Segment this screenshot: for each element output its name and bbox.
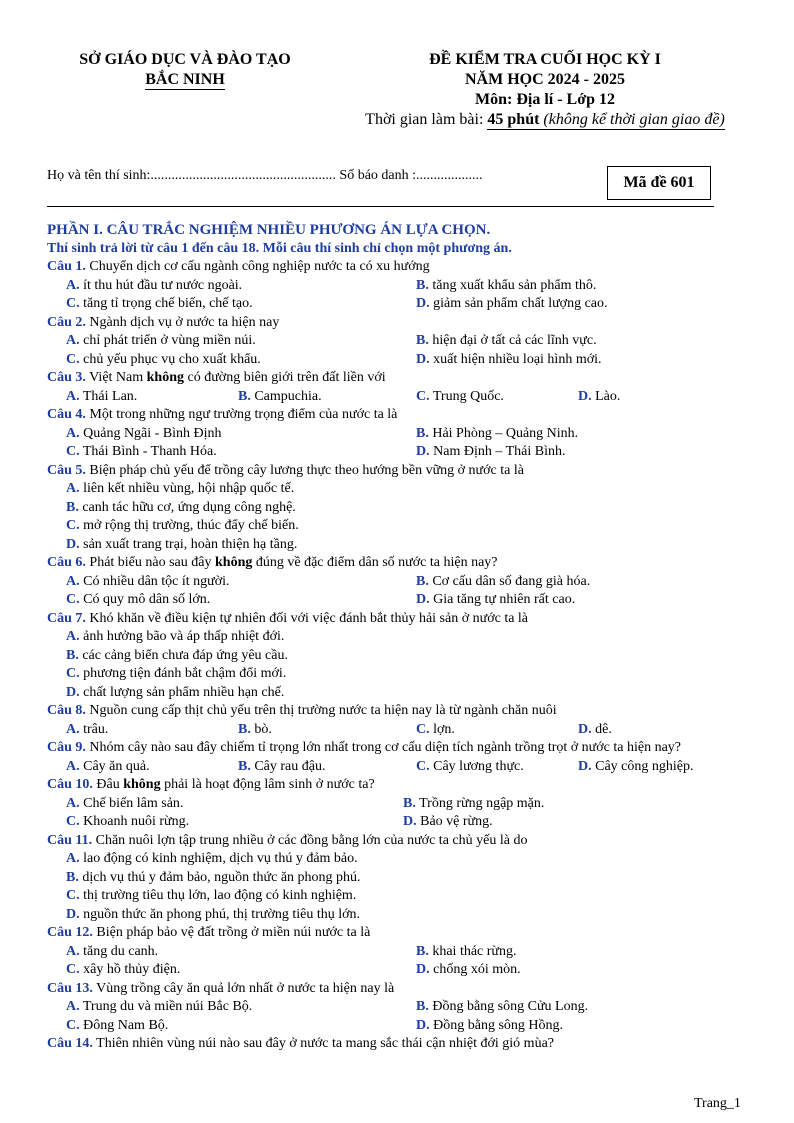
option-text: dịch vụ thú y đảm bảo, nguồn thức ăn phong phú.: [82, 869, 361, 885]
candidate-info-line: Họ và tên thí sinh:..................................................... Số báo danh :...................: [47, 168, 483, 183]
option-row: [47, 591, 757, 610]
option-letter: B.: [403, 795, 416, 811]
option-text: Chế biến lâm sản.: [83, 795, 184, 811]
question-stem: [47, 406, 757, 425]
exam-title: ĐỀ KIỂM TRA CUỐI HỌC KỲ I: [429, 51, 661, 68]
option-letter: D.: [416, 296, 430, 311]
question-text: Biện pháp chủ yếu để trồng cây lương thực theo hướng bền vững ở nước ta là: [85, 462, 524, 478]
question-text: Thiên nhiên vùng núi nào sau đây ở nước ta mang sắc thái cận nhiệt đới gió mùa?: [92, 1036, 554, 1051]
option-text: thị trường tiêu thụ lớn, lao động có kinh nghiệm.: [83, 888, 357, 903]
answer-option: [397, 573, 757, 592]
option-letter: C.: [66, 444, 80, 459]
question: [47, 314, 757, 370]
question-stem: [47, 702, 757, 721]
option-text: các cảng biển chưa đáp ứng yêu cầu.: [82, 647, 288, 663]
question: [47, 1035, 757, 1054]
option-letter: B.: [238, 721, 251, 737]
option-row: [47, 813, 757, 832]
option-letter: A.: [66, 481, 80, 496]
option-letter: C.: [66, 592, 80, 607]
option-text: Cơ cấu dân số đang già hóa.: [432, 573, 591, 589]
duration-note: (không kể thời gian giao đề): [539, 111, 725, 128]
department-name: SỞ GIÁO DỤC VÀ ĐÀO TẠO: [79, 51, 291, 68]
question-text: Việt Nam: [85, 370, 147, 385]
option-letter: B.: [416, 425, 429, 441]
option-text: Trung du và miền núi Bắc Bộ.: [82, 999, 253, 1014]
option-text: Cây lương thực.: [433, 758, 524, 774]
option-row: [47, 961, 757, 980]
question-stem: [47, 554, 757, 573]
option-text: Đồng bằng sông Cửu Long.: [432, 999, 589, 1014]
answer-option: [47, 295, 397, 314]
exam-duration: [340, 110, 750, 130]
school-year: NĂM HỌC 2024 - 2025: [465, 71, 625, 88]
option-text: hiện đại ở tất cả các lĩnh vực.: [432, 333, 597, 348]
question: [47, 980, 757, 1036]
answer-option: [397, 998, 757, 1017]
question-emphasis: không: [123, 777, 161, 792]
option-text: Thái Lan.: [82, 388, 138, 404]
answer-option: [397, 277, 757, 296]
answer-option: [47, 1017, 397, 1036]
option-row: [47, 332, 757, 351]
option-letter: A.: [66, 851, 80, 866]
option-text: ảnh hưởng bão và áp thấp nhiệt đới.: [83, 629, 285, 644]
option-text: dê.: [595, 721, 612, 737]
department-header: [40, 50, 330, 90]
option-text: tăng tỉ trọng chế biến, chế tạo.: [83, 296, 253, 311]
option-text: chỉ phát triển ở vùng miền núi.: [83, 333, 256, 348]
header-divider: [47, 206, 714, 207]
option-text: ít thu hút đầu tư nước ngoài.: [83, 277, 243, 293]
option-letter: C.: [66, 296, 80, 311]
question-text: Biện pháp bảo vệ đất trồng ở miền núi nước ta là: [92, 925, 371, 940]
option-row: [47, 295, 757, 314]
option-letter: A.: [66, 721, 80, 737]
option-text: xuất hiện nhiều loại hình mới.: [433, 351, 602, 367]
option-row: [47, 721, 757, 740]
option-letter: B.: [66, 499, 79, 515]
answer-option: [47, 388, 219, 407]
question-text: Nguồn cung cấp thịt chủ yếu trên thị trường nước ta hiện nay là từ ngành chăn nuôi: [85, 703, 557, 718]
question-text: Vùng trồng cây ăn quả lớn nhất ở nước ta hiện nay là: [92, 980, 395, 996]
question-number: Câu 11.: [47, 832, 93, 848]
option-letter: A.: [66, 943, 80, 959]
option-text: Campuchia.: [254, 388, 322, 404]
question: [47, 554, 757, 610]
section-instruction: Thí sinh trả lời từ câu 1 đến câu 18. Mỗi câu thí sinh chỉ chọn một phương án.: [47, 240, 512, 256]
option-row: [47, 1017, 757, 1036]
answer-option: [47, 943, 397, 962]
answer-option: [47, 813, 384, 832]
option-text: Cây ăn quả.: [83, 758, 150, 774]
option-letter: A.: [66, 388, 80, 404]
answer-option: [47, 591, 397, 610]
answer-option: [47, 850, 757, 869]
question-number: Câu 9.: [47, 740, 86, 755]
option-letter: B.: [66, 647, 79, 663]
option-row: [47, 443, 757, 462]
answer-option: [47, 536, 757, 555]
answer-option: [559, 388, 731, 407]
option-text: xây hồ thủy điện.: [83, 962, 181, 977]
answer-option: [397, 758, 559, 777]
question: [47, 832, 757, 925]
option-letter: A.: [66, 795, 80, 811]
answer-option: [47, 665, 757, 684]
option-letter: B.: [416, 333, 429, 348]
exam-header: [340, 50, 750, 130]
question: [47, 369, 757, 406]
option-text: Đồng bằng sông Hồng.: [433, 1017, 564, 1033]
option-letter: D.: [416, 351, 430, 367]
question-stem: [47, 314, 757, 333]
question-number: Câu 7.: [47, 610, 86, 626]
option-text: Cây rau đậu.: [254, 758, 326, 774]
question: [47, 739, 757, 776]
page-number: Trang_1: [694, 1096, 741, 1111]
question-number: Câu 3.: [47, 370, 86, 385]
duration-value: 45 phút: [487, 111, 540, 128]
option-letter: C.: [66, 962, 80, 977]
question-stem: [47, 980, 757, 999]
answer-option: [47, 758, 219, 777]
option-row: [47, 998, 757, 1017]
option-text: lao động có kinh nghiệm, dịch vụ thú y đảm bảo.: [83, 851, 358, 866]
question-text: phải là hoạt động lâm sinh ở nước ta?: [160, 777, 375, 792]
question-text: Một trong những ngư trường trọng điểm của nước ta là: [85, 407, 398, 422]
question-list: [47, 258, 757, 1054]
answer-option: [47, 443, 397, 462]
option-text: chống xói mòn.: [433, 962, 521, 977]
option-letter: D.: [66, 536, 80, 552]
question-stem: [47, 739, 757, 758]
option-letter: B.: [416, 573, 429, 589]
option-text: phương tiện đánh bắt chậm đổi mới.: [83, 666, 287, 681]
option-letter: A.: [66, 573, 80, 589]
answer-option: [397, 943, 757, 962]
question-text: Chuyển dịch cơ cấu ngành công nghiệp nước ta có xu hướng: [85, 259, 430, 274]
option-text: Trung Quốc.: [432, 388, 504, 404]
answer-option: [47, 869, 757, 888]
province-name: BẮC NINH: [145, 71, 225, 88]
option-text: giảm sản phẩm chất lượng cao.: [433, 296, 608, 311]
answer-option: [47, 425, 397, 444]
option-letter: D.: [66, 684, 80, 700]
option-letter: B.: [66, 869, 79, 885]
option-row: [47, 943, 757, 962]
option-letter: C.: [66, 814, 80, 829]
question-stem: [47, 832, 757, 851]
answer-option: [397, 591, 757, 610]
duration-label: Thời gian làm bài:: [365, 111, 488, 128]
answer-option: [219, 388, 397, 407]
answer-option: [47, 887, 757, 906]
option-text: Có nhiều dân tộc ít người.: [83, 573, 230, 589]
question-text: Phát biểu nào sau đây: [85, 555, 215, 570]
option-letter: C.: [416, 721, 430, 737]
option-text: Cây công nghiệp.: [595, 758, 694, 774]
option-row: [47, 795, 757, 814]
answer-option: [47, 721, 219, 740]
answer-option: [384, 813, 744, 832]
answer-option: [397, 295, 757, 314]
section-title: PHẦN I. CÂU TRẮC NGHIỆM NHIỀU PHƯƠNG ÁN LỰA CHỌN.: [47, 222, 491, 238]
answer-option: [219, 758, 397, 777]
option-text: Hải Phòng – Quảng Ninh.: [432, 425, 579, 441]
question-stem: [47, 462, 757, 481]
option-row: [47, 388, 757, 407]
option-letter: D.: [578, 721, 592, 737]
option-letter: C.: [66, 351, 80, 367]
option-letter: D.: [403, 814, 417, 829]
subject: Môn: Địa lí - Lớp 12: [475, 91, 615, 108]
option-text: chủ yếu phục vụ cho xuất khẩu.: [83, 351, 261, 367]
option-text: Nam Định – Thái Bình.: [433, 444, 566, 459]
question: [47, 776, 757, 832]
question-text: Chăn nuôi lợn tập trung nhiều ở các đồng bằng lớn của nước ta chủ yếu là do: [92, 832, 528, 848]
answer-option: [47, 961, 397, 980]
option-text: Lào.: [595, 388, 621, 404]
option-text: khai thác rừng.: [432, 943, 517, 959]
exam-content: [47, 221, 757, 1054]
answer-option: [47, 647, 757, 666]
answer-option: [559, 721, 731, 740]
option-letter: B.: [238, 388, 251, 404]
question-text: đúng về đặc điểm dân số nước ta hiện nay?: [252, 555, 498, 570]
answer-option: [397, 388, 559, 407]
answer-option: [47, 480, 757, 499]
question-text: Đâu: [92, 777, 124, 792]
answer-option: [397, 425, 757, 444]
option-letter: D.: [66, 906, 80, 922]
question-stem: [47, 258, 757, 277]
option-row: [47, 351, 757, 370]
option-letter: C.: [66, 666, 80, 681]
answer-option: [397, 961, 757, 980]
question-stem: [47, 369, 757, 388]
answer-option: [47, 351, 397, 370]
option-text: chất lượng sản phẩm nhiều hạn chế.: [83, 684, 285, 700]
question-number: Câu 8.: [47, 703, 86, 718]
question-text: Nhóm cây nào sau đây chiếm tỉ trọng lớn nhất trong cơ cấu diện tích ngành trồng trọt ở nước ta hiện nay?: [85, 740, 682, 755]
option-text: bò.: [254, 721, 272, 737]
question: [47, 258, 757, 314]
option-text: Khoanh nuôi rừng.: [83, 814, 190, 829]
answer-option: [47, 684, 757, 703]
option-text: canh tác hữu cơ, ứng dụng công nghệ.: [82, 499, 296, 515]
option-text: Bảo vệ rừng.: [420, 814, 493, 829]
option-letter: D.: [416, 444, 430, 459]
option-row: [47, 573, 757, 592]
answer-option: [47, 998, 397, 1017]
option-text: sản xuất trang trại, hoàn thiện hạ tầng.: [83, 536, 298, 552]
option-letter: D.: [416, 1017, 430, 1033]
question-stem: [47, 924, 757, 943]
question: [47, 924, 757, 980]
option-text: tăng du canh.: [83, 943, 159, 959]
option-letter: A.: [66, 333, 80, 348]
question-stem: [47, 1035, 757, 1054]
question-stem: [47, 610, 757, 629]
answer-option: [47, 795, 384, 814]
answer-option: [47, 573, 397, 592]
question-number: Câu 2.: [47, 314, 86, 330]
option-letter: C.: [66, 1017, 80, 1033]
option-letter: B.: [238, 758, 251, 774]
question: [47, 462, 757, 555]
option-row: [47, 758, 757, 777]
option-letter: D.: [578, 758, 592, 774]
answer-option: [397, 443, 757, 462]
question-number: Câu 5.: [47, 462, 86, 478]
option-letter: B.: [416, 943, 429, 959]
question: [47, 702, 757, 739]
question-text: Ngành dịch vụ ở nước ta hiện nay: [85, 314, 280, 330]
answer-option: [559, 758, 731, 777]
option-row: [47, 277, 757, 296]
question: [47, 406, 757, 462]
option-text: Quảng Ngãi - Bình Định: [83, 425, 222, 441]
option-letter: C.: [66, 888, 80, 903]
option-letter: C.: [66, 518, 80, 533]
option-letter: C.: [416, 758, 430, 774]
question-text: có đường biên giới trên đất liền với: [184, 370, 386, 385]
question-number: Câu 12.: [47, 925, 93, 940]
option-letter: A.: [66, 425, 80, 441]
option-letter: B.: [416, 277, 429, 293]
option-text: Có quy mô dân số lớn.: [83, 592, 211, 607]
question-text: Khó khăn về điều kiện tự nhiên đối với việc đánh bắt thủy hải sản ở nước ta là: [85, 610, 529, 626]
question-emphasis: không: [146, 370, 184, 385]
answer-option: [47, 332, 397, 351]
question: [47, 610, 757, 703]
option-text: Gia tăng tự nhiên rất cao.: [433, 592, 576, 607]
answer-option: [397, 721, 559, 740]
question-number: Câu 6.: [47, 555, 86, 570]
option-text: lợn.: [433, 721, 455, 737]
option-letter: A.: [66, 758, 80, 774]
option-text: Thái Bình - Thanh Hóa.: [82, 444, 217, 459]
answer-option: [397, 332, 757, 351]
answer-option: [47, 277, 397, 296]
option-text: nguồn thức ăn phong phú, thị trường tiêu thụ lớn.: [83, 906, 361, 922]
option-text: trâu.: [83, 721, 109, 737]
option-letter: C.: [416, 388, 430, 404]
option-letter: A.: [66, 629, 80, 644]
question-number: Câu 4.: [47, 407, 86, 422]
option-text: mở rộng thị trường, thúc đẩy chế biến.: [83, 518, 299, 533]
answer-option: [47, 499, 757, 518]
answer-option: [384, 795, 744, 814]
option-letter: D.: [578, 388, 592, 404]
option-text: Trồng rừng ngập mặn.: [419, 795, 545, 811]
option-text: Đông Nam Bộ.: [83, 1017, 169, 1033]
question-number: Câu 14.: [47, 1036, 93, 1051]
question-emphasis: không: [215, 555, 253, 570]
option-letter: D.: [416, 962, 430, 977]
option-letter: D.: [416, 592, 430, 607]
exam-code-box: Mã đề 601: [607, 166, 711, 200]
answer-option: [47, 628, 757, 647]
option-text: tăng xuất khẩu sản phẩm thô.: [432, 277, 597, 293]
answer-option: [47, 906, 757, 925]
question-number: Câu 1.: [47, 259, 86, 274]
question-stem: [47, 776, 757, 795]
answer-option: [397, 1017, 757, 1036]
question-number: Câu 10.: [47, 777, 93, 792]
option-letter: A.: [66, 277, 80, 293]
option-row: [47, 425, 757, 444]
answer-option: [47, 517, 757, 536]
option-text: liên kết nhiều vùng, hội nhập quốc tế.: [83, 481, 295, 496]
answer-option: [219, 721, 397, 740]
option-letter: B.: [416, 999, 429, 1014]
option-letter: A.: [66, 999, 80, 1014]
question-number: Câu 13.: [47, 980, 93, 996]
answer-option: [397, 351, 757, 370]
